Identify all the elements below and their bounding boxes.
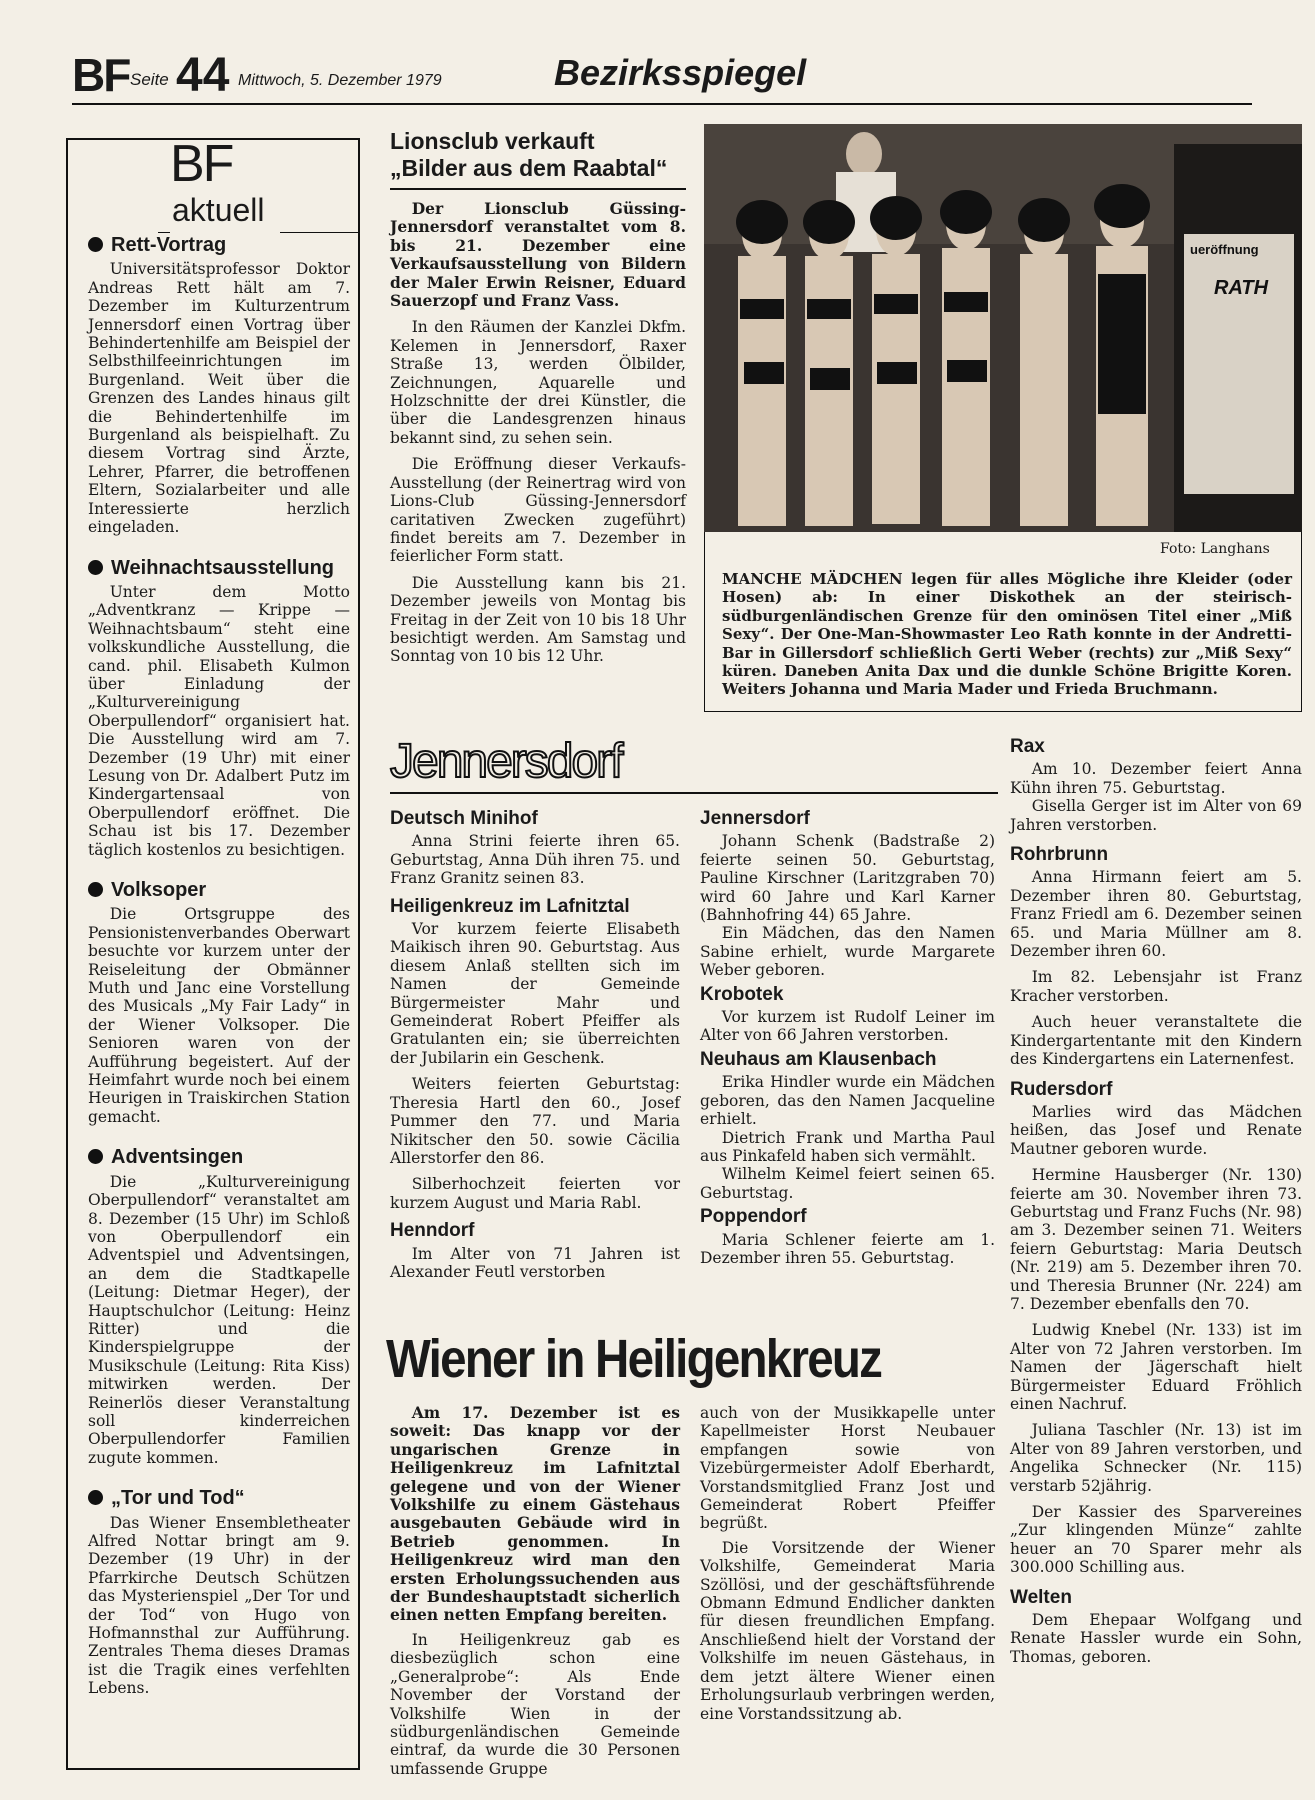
lions-article bbox=[390, 128, 686, 666]
location-title: Rax bbox=[1010, 736, 1045, 757]
lions-lead: Der Lionsclub Güssing-Jennersdorf veranstaltet vom 8. bis 21. Dezember eine Verkaufsausstellung von Bildern der Maler Erwin Reisner, Eduard Sauerzopf und Franz Vass. bbox=[390, 199, 686, 311]
item-text: Das Wiener Ensembletheater Alfred Nottar bringt am 9. Dezember (19 Uhr) in der Pfarrkirche Deutsch Schützen das Mysterienspiel „Der Tor und der Tod“ von Hugo von Hofmannsthal zur Aufführung. Zentrales Thema dieses Dramas ist die Tragik eines verfehlten Lebens. bbox=[88, 1513, 350, 1698]
item-title: Weihnachtsausstellung bbox=[111, 556, 335, 579]
masthead-date: Mittwoch, 5. Dezember 1979 bbox=[238, 72, 442, 89]
location-title: Henndorf bbox=[390, 1220, 475, 1242]
sidebar-logo-rule-right bbox=[280, 232, 358, 233]
sidebar-item bbox=[88, 236, 350, 537]
sidebar-content bbox=[88, 236, 350, 1698]
news-text: Vor kurzem feierte Elisabeth Maikisch ihren 90. Geburtstag. Aus diesem Anlaß stellten sich im Namen der Gemeinde Bürgermeister Mahr und Gemeinderat Robert Pfeiffer als Gratulanten ein; sie überreichten der Jubilarin ein Geschenk. bbox=[390, 920, 680, 1067]
item-text: Universitätsprofessor Doktor Andreas Rett hält am 7. Dezember im Kulturzentrum Jennersdorf einen Vortrag über Behindertenhilfe am Beispiel der Selbsthilfeeinrichtungen im Burgenland. Weit über die Grenzen des Landes hinaus gilt die Behindertenhilfe im Burgenland als beispielhaft. Zu diesem Vortrag sind Ärzte, Lehrer, Pfarrer, die betroffenen Eltern, Sozialarbeiter und alle Interessierte herzlich eingeladen. bbox=[88, 260, 350, 537]
jennersdorf-col-3 bbox=[1010, 738, 1302, 1666]
photo-frame bbox=[704, 124, 1302, 532]
wiener-col-1 bbox=[390, 1404, 680, 1778]
news-text: Juliana Taschler (Nr. 13) ist im Alter von 89 Jahren verstorben, und Angelika Schnecker (Nr. 115) verstarb 52jährig. bbox=[1010, 1421, 1302, 1495]
location-title: Rohrbrunn bbox=[1010, 844, 1109, 866]
wiener-col-2 bbox=[700, 1404, 995, 1723]
lions-headline-2: „Bilder aus dem Raabtal“ bbox=[390, 155, 668, 181]
photo-sign-1: ueröffnung bbox=[1190, 242, 1259, 257]
item-title: Adventsingen bbox=[111, 1146, 244, 1169]
wiener-headline: Wiener in Heiligenkreuz bbox=[386, 1329, 882, 1389]
news-text: Im 82. Lebensjahr ist Franz Kracher verstorben. bbox=[1010, 968, 1302, 1005]
lions-paragraph: In den Räumen der Kanzlei Dkfm. Kelemen in Jennersdorf, Raxer Straße 13, werden Ölbilder, Zeichnungen, Aquarelle und Holzschnitte der drei Künstler, die über die Landesgrenzen hinaus bekannt sind, zu sehen sein. bbox=[390, 318, 686, 447]
news-text: Marlies wird das Mädchen heißen, das Josef und Renate Mautner geboren wurde. bbox=[1010, 1102, 1302, 1158]
bullet-icon bbox=[88, 1490, 103, 1505]
lions-paragraph: Die Ausstellung kann bis 21. Dezember jeweils von Montag bis Freitag in der Zeit von 10 bis 18 Uhr besichtigt werden. Am Samstag und Sonntag von 10 bis 12 Uhr. bbox=[390, 573, 686, 666]
lions-headline-1: Lionsclub verkauft bbox=[390, 128, 595, 154]
location-title: Krobotek bbox=[700, 983, 784, 1005]
location-title: Jennersdorf bbox=[700, 808, 810, 829]
news-text: Der Kassier des Sparvereines „Zur klingenden Münze“ zahlte heuer an 70 Sparer mehr als 300.000 Schilling aus. bbox=[1010, 1503, 1302, 1577]
page-number: 44 bbox=[176, 49, 230, 102]
jennersdorf-col-2 bbox=[700, 806, 995, 1267]
sidebar-item bbox=[88, 556, 350, 860]
jennersdorf-title: Jennersdorf bbox=[390, 735, 622, 788]
news-text: Vor kurzem ist Rudolf Leiner im Alter von 66 Jahren verstorben. bbox=[700, 1008, 995, 1045]
news-text: Auch heuer veranstaltete die Kindergartentante mit den Kindern des Kindergartens ein Laternenfest. bbox=[1010, 1013, 1302, 1069]
masthead-rule bbox=[72, 103, 1252, 105]
news-text: Ein Mädchen, das den Namen Sabine erhielt, wurde Margarete Weber geboren. bbox=[700, 924, 995, 980]
news-text: Maria Schlener feierte am 1. Dezember ihren 55. Geburtstag. bbox=[700, 1230, 995, 1267]
news-text: Am 10. Dezember feiert Anna Kühn ihren 75. Geburtstag. bbox=[1010, 760, 1302, 797]
contest-photo bbox=[704, 124, 1302, 532]
news-text: Dietrich Frank und Martha Paul aus Pinkafeld haben sich vermählt. bbox=[700, 1128, 995, 1165]
masthead-logo: BF bbox=[72, 49, 130, 101]
news-text: Anna Strini feierte ihren 65. Geburtstag, Anna Düh ihren 75. und Franz Granitz seinen 83. bbox=[390, 832, 680, 888]
sidebar-item bbox=[88, 1489, 350, 1697]
news-text: Dem Ehepaar Wolfgang und Renate Hassler wurde ein Sohn, Thomas, geboren. bbox=[1010, 1611, 1302, 1666]
news-text: Wilhelm Keimel feiert seinen 65. Geburtstag. bbox=[700, 1165, 995, 1202]
news-text: Johann Schenk (Badstraße 2) feierte seinen 50. Geburtstag, Pauline Kirschner (Laritzgraben 70) wird 60 Jahre und Karl Karner (Bahnhofring 44) 65 Jahre. bbox=[700, 832, 995, 925]
sidebar-item bbox=[88, 1148, 350, 1467]
news-text: Hermine Hausberger (Nr. 130) feierte am 30. November ihren 73. Geburtstag und Franz Fuchs (Nr. 98) am 3. Dezember seinen 71. Weiters feiern Geburtstag: Maria Deutsch (Nr. 219) am 5. Dezember ihren 70. und Theresia Brunner (Nr. 224) am 7. Dezember ebenfalls den 70. bbox=[1010, 1166, 1302, 1313]
sidebar-logo-bf: BF bbox=[170, 135, 233, 193]
section-title: Bezirksspiegel bbox=[554, 52, 807, 93]
location-title: Welten bbox=[1010, 1586, 1072, 1608]
jennersdorf-rule bbox=[390, 792, 998, 794]
news-text: Ludwig Knebel (Nr. 133) ist im Alter von 72 Jahren verstorben. Im Namen der Jägerschaft hielt Bürgermeister Eduard Fröhlich einen Nachruf. bbox=[1010, 1321, 1302, 1413]
location-title: Poppendorf bbox=[700, 1206, 807, 1228]
photo-sign-2: RATH bbox=[1214, 277, 1269, 299]
lions-headline-rule bbox=[390, 188, 686, 190]
bullet-icon bbox=[88, 882, 103, 897]
bullet-icon bbox=[88, 1149, 103, 1164]
sidebar-item bbox=[88, 881, 350, 1126]
item-title: Rett-Vortrag bbox=[111, 234, 227, 256]
location-title: Heiligenkreuz im Lafnitztal bbox=[390, 895, 630, 917]
wiener-paragraph: In Heiligenkreuz gab es diesbezüglich schon eine „Generalprobe“: Als Ende November der Vorstand der Volkshilfe Wien in der südburgenländischen Gemeinde eintraf, da wurde die 30 Personen umfassende Gruppe bbox=[390, 1630, 680, 1778]
sidebar-logo-rule-left bbox=[158, 232, 170, 233]
item-text: Die Ortsgruppe des Pensionistenverbandes Oberwart besuchte vor kurzem unter der Reiseleitung der Obmänner Muth und Janc eine Vorstellung des Musicals „My Fair Lady“ in der Wiener Volksoper. Die Senioren waren von der Aufführung begeistert. Auf der Heimfahrt wurde noch bei einem Heurigen in Traiskirchen Station gemacht. bbox=[88, 905, 350, 1126]
news-text: Gisella Gerger ist im Alter von 69 Jahren verstorben. bbox=[1010, 797, 1302, 834]
sidebar-logo bbox=[130, 134, 360, 234]
news-text: Im Alter von 71 Jahren ist Alexander Feutl verstorben bbox=[390, 1244, 680, 1281]
item-text: Die „Kulturvereinigung Oberpullendorf“ veranstaltet am 8. Dezember (15 Uhr) im Schloß von Oberpullendorf ein Adventspiel und Adventsingen, an dem die Stadtkapelle (Leitung: Dietmar Heger), der Hauptschulchor (Leitung: Heinz Ritter) und die Kinderspielgruppe der Musikschule (Leitung: Rita Kiss) mitwirken werden. Der Reinerlös dieser Veranstaltung soll kinderreichen Oberpullendorfer Familien zugute kommen. bbox=[88, 1172, 350, 1467]
wiener-lead: Am 17. Dezember ist es soweit: Das knapp vor der ungarischen Grenze in Heiligenkreuz im Lafnitztal gelegene und von der Wiener Volkshilfe zu einem Gästehaus ausgebauten Gebäude wird in Betrieb genommen. In Heiligenkreuz wird man den ersten Erholungssuchenden aus der Bundeshauptstadt sicherlich einen netten Empfang bereiten. bbox=[390, 1403, 680, 1625]
lions-paragraph: Die Eröffnung dieser Verkaufs-Ausstellung (der Reinertrag wird von Lions-Club Güssing-Jennersdorf caritativen Zwecken zugeführt) findet bereits am 7. Dezember in feierlicher Form statt. bbox=[390, 455, 686, 566]
jennersdorf-col-1 bbox=[390, 806, 680, 1281]
bullet-icon bbox=[88, 237, 103, 252]
bullet-icon bbox=[88, 560, 103, 575]
sidebar-logo-aktuell: aktuell bbox=[172, 192, 265, 228]
wiener-paragraph: auch von der Musikkapelle unter Kapellmeister Horst Neubauer empfangen sowie von Vizebürgermeister Adolf Eberhardt, Vorstandsmitglied Franz Jost und Gemeinderat Robert Pfeiffer begrüßt. bbox=[700, 1404, 995, 1533]
photo-credit: Foto: Langhans bbox=[1160, 541, 1270, 557]
news-text: Weiters feierten Geburtstag: Theresia Hartl den 60., Josef Pummer den 77. und Maria Nikitscher den 50. sowie Cäcilia Allerstorfer den 86. bbox=[390, 1075, 680, 1167]
masthead-seite: Seite bbox=[130, 70, 169, 89]
item-title: Volksoper bbox=[111, 879, 207, 901]
news-text: Erika Hindler wurde ein Mädchen geboren, das den Namen Jacqueline erhielt. bbox=[700, 1073, 995, 1129]
location-title: Rudersdorf bbox=[1010, 1078, 1113, 1100]
photo-caption: MANCHE MÄDCHEN legen für alles Mögliche ihre Kleider (oder Hosen) ab: In einer Diskothek an der steirisch-südburgenländischen Grenze für den ominösen Titel einer „Miß Sexy“. Der One-Man-Showmaster Leo Rath konnte in der Andretti-Bar in Gillersdorf schließlich Gerti Weber (rechts) zur „Miß Sexy“ küren. Daneben Anita Dax und die dunkle Schöne Brigitte Koren. Weiters Johanna und Maria Mader und Frieda Bruchmann. bbox=[722, 570, 1292, 699]
item-title: „Tor und Tod“ bbox=[111, 1487, 245, 1510]
location-title: Deutsch Minihof bbox=[390, 808, 538, 829]
news-text: Silberhochzeit feierten vor kurzem August und Maria Rabl. bbox=[390, 1175, 680, 1212]
news-text: Anna Hirmann feiert am 5. Dezember ihren 80. Geburtstag, Franz Friedl am 6. Dezember seinen 65. und Maria Müllner am 8. Dezember ihren 60. bbox=[1010, 868, 1302, 961]
location-title: Neuhaus am Klausenbach bbox=[700, 1048, 937, 1070]
item-text: Unter dem Motto „Adventkranz — Krippe — Weihnachtsbaum“ steht eine volkskundliche Ausstellung, die cand. phil. Elisabeth Kulmon über Einladung der „Kulturvereinigung Oberpullendorf“ organisiert hat. Die Ausstellung wird am 7. Dezember (19 Uhr) mit einer Lesung von Dr. Adalbert Putz im Kindergartensaal von Oberpullendorf eröffnet. Die Schau ist bis 17. Dezember täglich kostenlos zu besichtigen. bbox=[88, 582, 350, 859]
masthead bbox=[72, 48, 1252, 104]
wiener-paragraph: Die Vorsitzende der Wiener Volkshilfe, Gemeinderat Maria Szöllösi, und der geschäftsführende Obmann Edmund Endlicher dankten für diesen freundlichen Empfang. Anschließend hielt der Vorstand der Volkshilfe im neuen Gästehaus, in dem jetzt ältere Wiener einen Erholungsurlaub verbringen werden, eine Vorstandssitzung ab. bbox=[700, 1538, 995, 1723]
